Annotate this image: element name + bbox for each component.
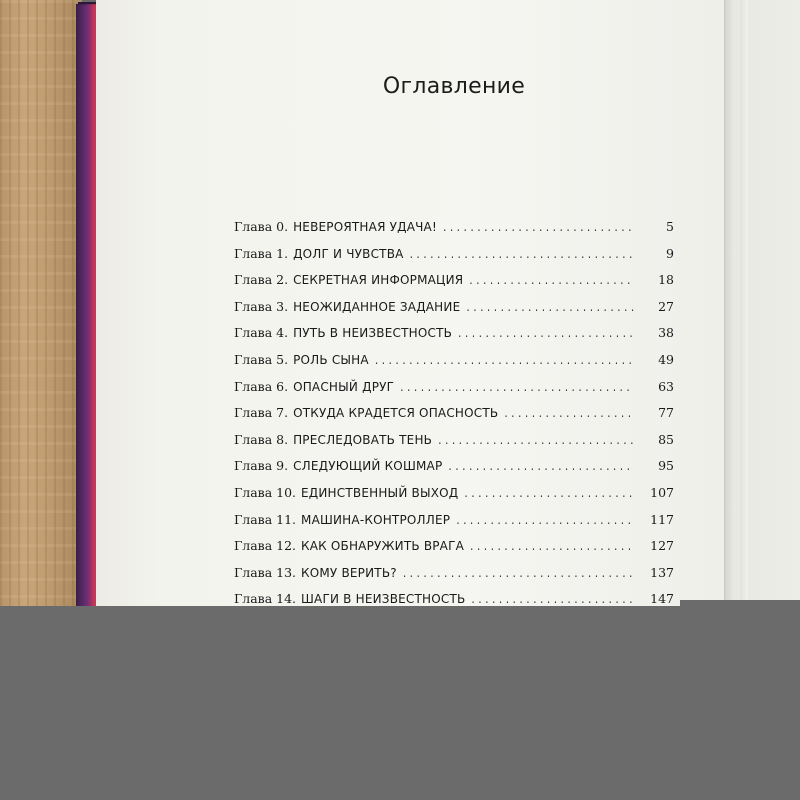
chapter-title: ОПАСНЫЙ ДРУГ [293,379,395,394]
page-number: 147 [650,591,674,607]
toc-entry [234,272,674,299]
dot-leader [443,220,634,234]
grey-background-edge [680,600,800,612]
page-number: 27 [658,298,674,314]
toc-entry [234,405,674,432]
toc-entry [234,299,674,326]
toc-entry [234,379,674,406]
page-number: 38 [658,325,674,341]
chapter-number: Глава 5. [234,351,289,367]
page-number: 49 [658,351,674,367]
chapter-title: НЕОЖИДАННОЕ ЗАДАНИЕ [293,299,461,314]
chapter-number: Глава 12. [234,538,297,554]
page-number: 77 [658,405,674,421]
dot-leader [470,539,634,553]
toc-entry [234,325,674,352]
chapter-title: СЛЕДУЮЩИЙ КОШМАР [293,459,443,474]
dot-leader [410,247,634,261]
page-number: 127 [650,538,674,554]
chapter-number: Глава 3. [234,298,289,314]
chapter-number: Глава 13. [234,564,297,580]
page-number: 137 [650,564,674,580]
dot-leader [466,300,634,314]
dot-leader [471,592,634,606]
dot-leader [456,513,634,527]
chapter-title: ЕДИНСТВЕННЫЙ ВЫХОД [301,485,459,500]
dot-leader [375,353,634,367]
chapter-title: СЕКРЕТНАЯ ИНФОРМАЦИЯ [293,273,464,288]
chapter-number: Глава 10. [234,484,297,500]
dot-leader [403,566,634,580]
chapter-number: Глава 6. [234,378,289,394]
toc-entry [234,512,674,539]
chapter-number: Глава 0. [234,219,289,234]
toc-entry [234,219,674,246]
chapter-title: НЕВЕРОЯТНАЯ УДАЧА! [293,220,437,234]
chapter-title: РОЛЬ СЫНА [293,352,369,367]
dot-leader [448,459,634,473]
page-number: 117 [650,511,674,527]
dot-leader [458,326,634,340]
chapter-number: Глава 2. [234,272,289,288]
page-number: 107 [650,484,674,500]
chapter-title: МАШИНА-КОНТРОЛЛЕР [301,512,451,527]
dot-leader [464,486,634,500]
page-number: 18 [658,272,674,288]
toc-entry [234,538,674,565]
toc-entry [234,246,674,273]
chapter-title: ПУТЬ В НЕИЗВЕСТНОСТЬ [293,326,453,341]
chapter-title: КОМУ ВЕРИТЬ? [301,565,397,580]
page-number: 95 [658,458,674,474]
chapter-number: Глава 7. [234,405,289,421]
chapter-title: ДОЛГ И ЧУВСТВА [293,246,404,261]
toc-entry [234,565,674,592]
chapter-number: Глава 9. [234,458,289,474]
chapter-number: Глава 14. [234,591,297,607]
chapter-title: ОТКУДА КРАДЕТСЯ ОПАСНОСТЬ [293,406,499,421]
toc-entry [234,352,674,379]
chapter-number: Глава 11. [234,511,297,527]
chapter-title: ШАГИ В НЕИЗВЕСТНОСТЬ [301,592,466,607]
toc-entry [234,458,674,485]
toc-entry [234,432,674,459]
chapter-title: ПРЕСЛЕДОВАТЬ ТЕНЬ [293,432,433,447]
page-number: 63 [658,378,674,394]
toc-entry [234,485,674,512]
page-number: 85 [658,431,674,447]
dot-leader [438,433,634,447]
chapter-number: Глава 4. [234,325,289,341]
page-number: 5 [666,219,674,234]
chapter-number: Глава 1. [234,245,289,261]
chapter-title: КАК ОБНАРУЖИТЬ ВРАГА [301,539,465,554]
page-number: 9 [666,245,674,261]
grey-background [0,606,800,800]
toc-heading: Оглавление [382,74,526,99]
dot-leader [400,380,634,394]
dot-leader [504,406,634,420]
chapter-number: Глава 8. [234,431,289,447]
dot-leader [469,273,634,287]
table-of-contents [234,219,674,618]
